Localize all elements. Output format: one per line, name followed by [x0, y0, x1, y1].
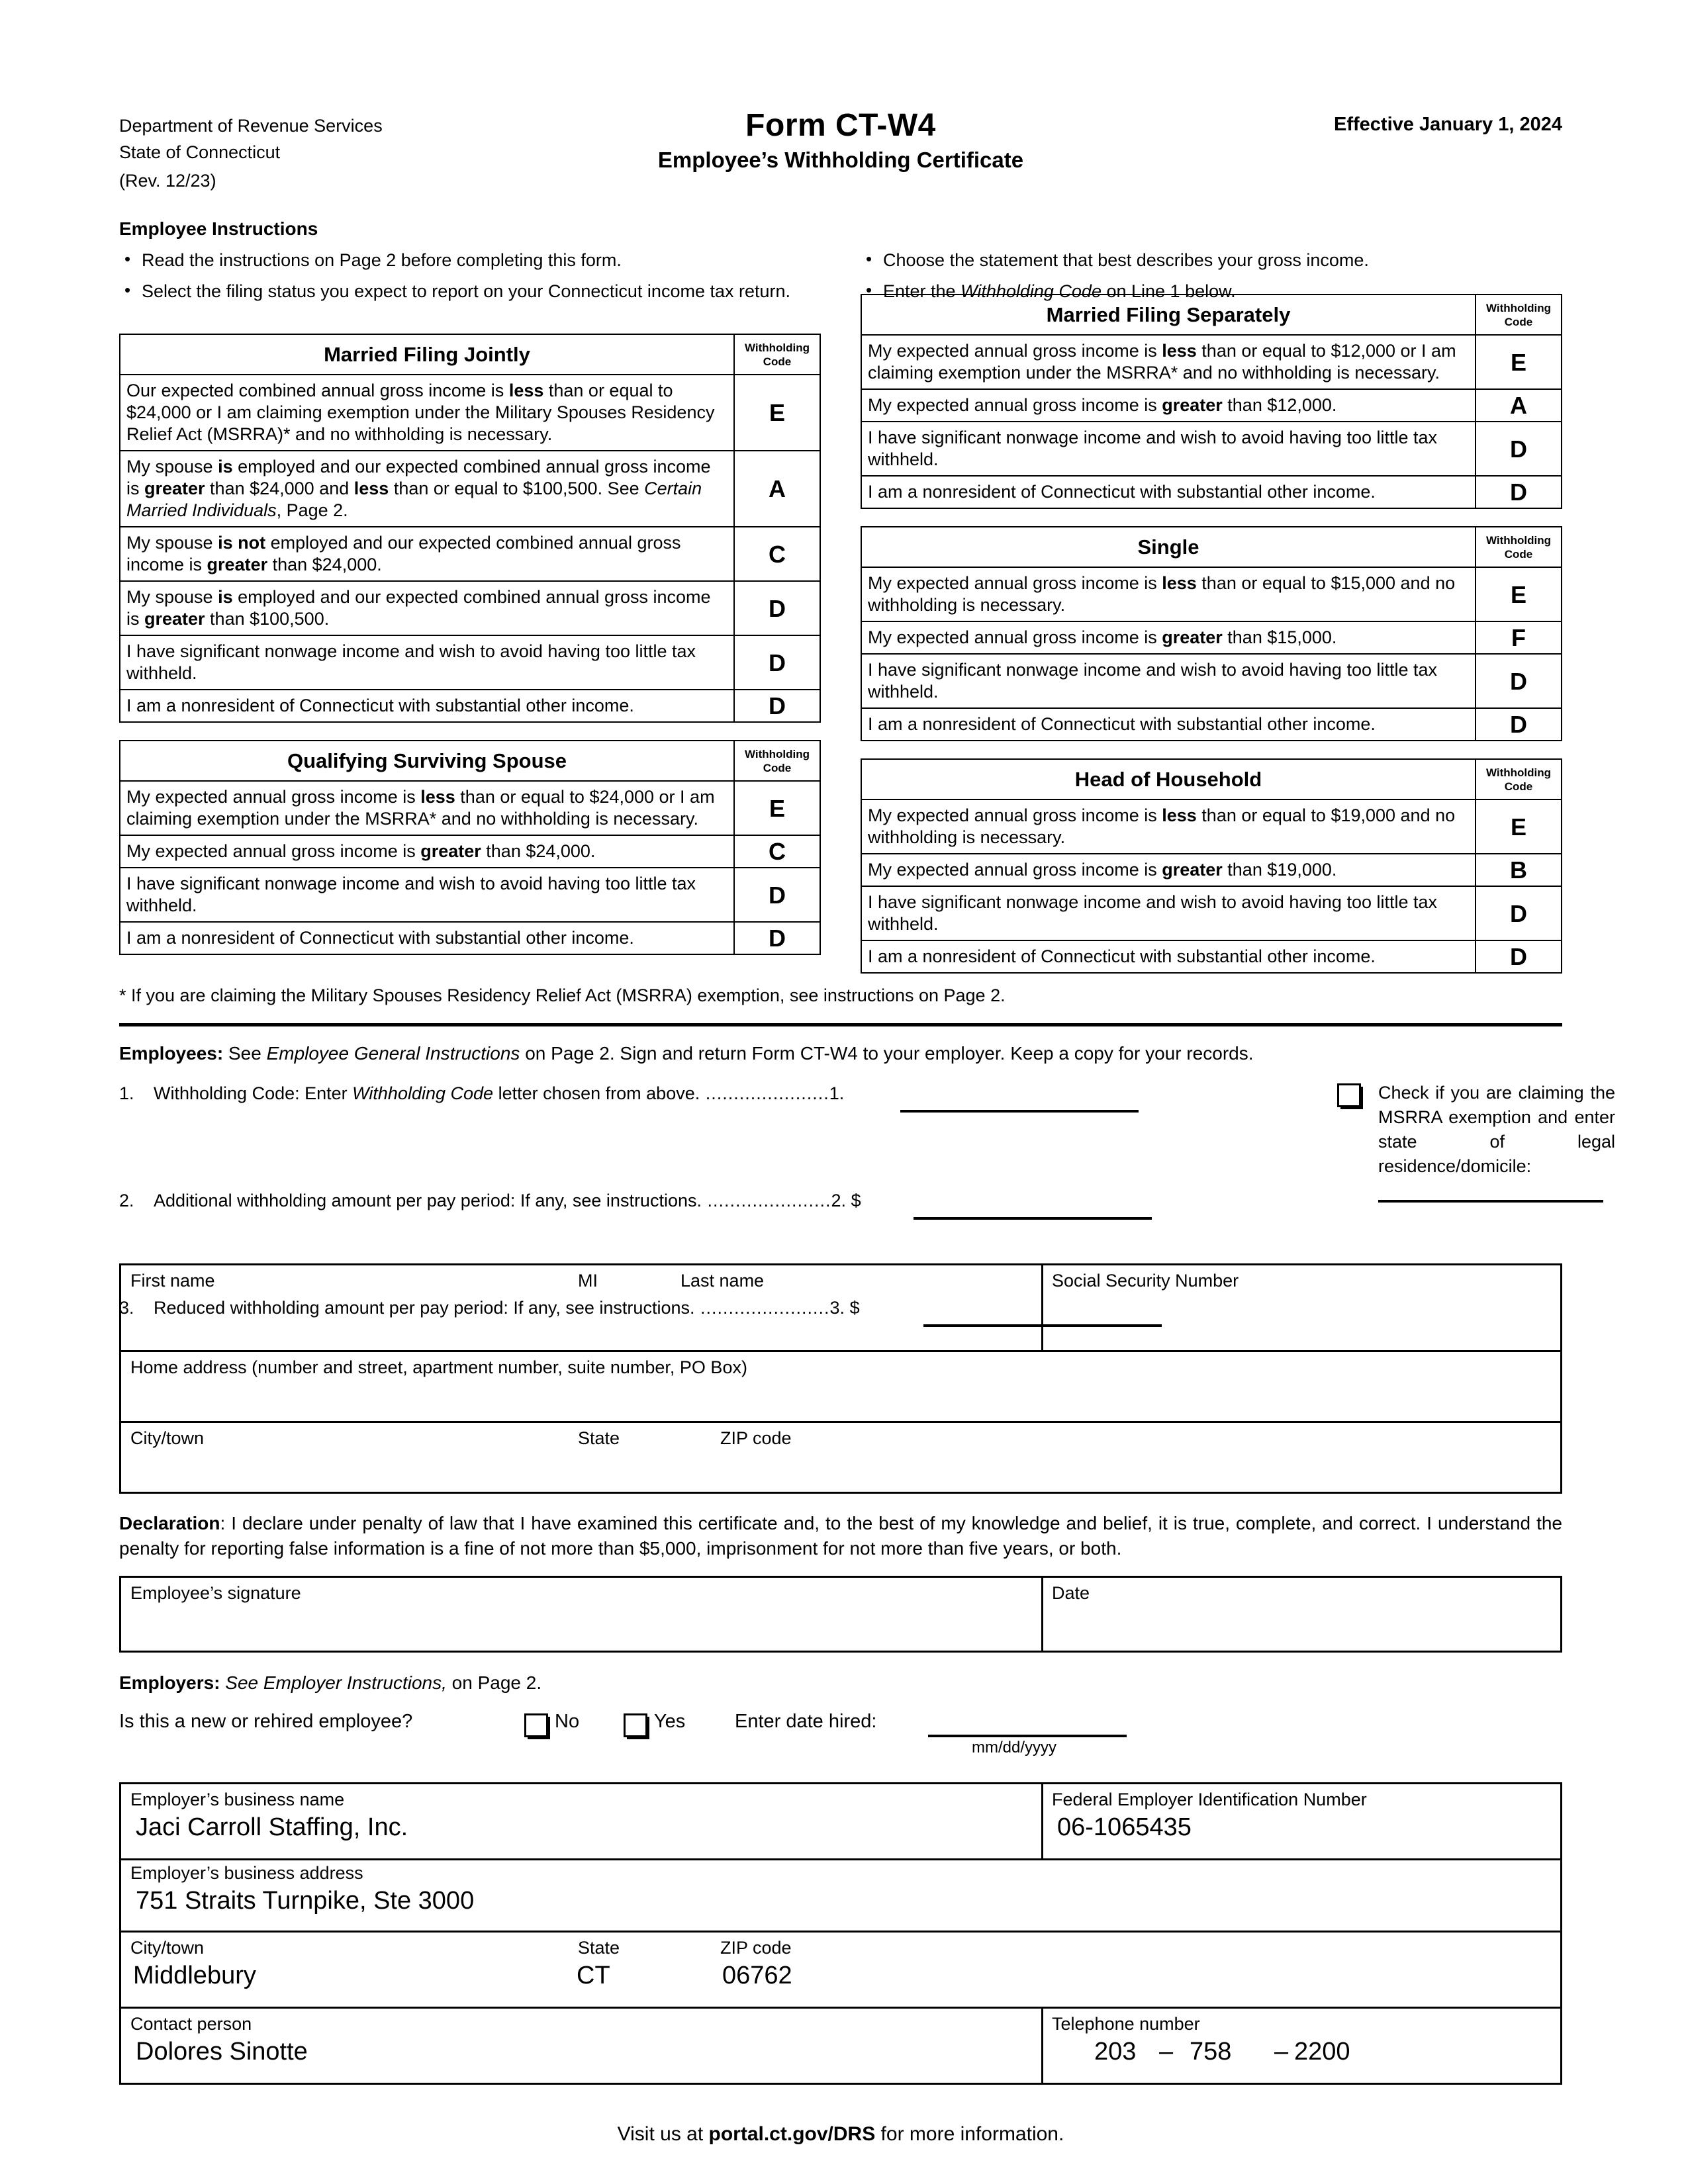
- enter-date-hired-label: Enter date hired:: [735, 1711, 877, 1732]
- row-code: E: [734, 781, 820, 835]
- employee-instructions-heading: Employee Instructions: [119, 218, 318, 239]
- no-checkbox[interactable]: [524, 1713, 548, 1737]
- withholding-code-italic: Withholding Code: [961, 281, 1102, 301]
- row-code: B: [1476, 854, 1562, 886]
- table-married-filing-jointly: [119, 334, 821, 723]
- yes-label: Yes: [654, 1711, 686, 1732]
- employer-business-address-value[interactable]: 751 Straits Turnpike, Ste 3000: [136, 1887, 475, 1915]
- row-code: A: [734, 451, 820, 527]
- contact-person-value[interactable]: Dolores Sinotte: [136, 2038, 308, 2066]
- row-code: E: [1476, 567, 1562, 621]
- table-header-row: [861, 759, 1562, 799]
- employer-info-grid: [119, 1782, 1562, 2085]
- section-divider: [119, 1023, 1562, 1026]
- telephone-prefix[interactable]: 758: [1190, 2038, 1232, 2066]
- contact-person-label: Contact person: [130, 2014, 252, 2034]
- employer-city-label: City/town: [130, 1938, 205, 1958]
- employer-business-name-label: Employer’s business name: [130, 1790, 345, 1809]
- home-address-row: [121, 1352, 1560, 1423]
- line-1-text: Withholding Code: Enter Withholding Code letter chosen from above. ......................1.: [154, 1083, 845, 1103]
- employer-city-state-zip-row: [121, 1933, 1560, 2009]
- drs-portal-link[interactable]: portal.ct.gov/DRS: [708, 2123, 876, 2145]
- bullet-item: • Choose the statement that best describes your gross income.: [861, 249, 1562, 272]
- line-2-additional-withholding: [119, 1191, 1562, 1241]
- employer-state-label: State: [578, 1938, 620, 1958]
- table-row[interactable]: [120, 451, 820, 527]
- table-row[interactable]: [861, 422, 1562, 476]
- withholding-code-header: Withholding Code: [734, 741, 820, 781]
- first-name-label: First name: [130, 1271, 215, 1291]
- bullets-left-column: [119, 249, 821, 311]
- yes-checkbox[interactable]: [624, 1713, 647, 1737]
- employee-info-grid: [119, 1263, 1562, 1494]
- table-row[interactable]: [120, 581, 820, 635]
- declaration-text: : I declare under penalty of law that I have examined this certificate and, to the best of my knowledge and belief, it is true, complete, and correct. I understand the penalty for reporting false information is a fine of not more than $5,000, imprisonment for not more than five years, or both.: [119, 1513, 1562, 1559]
- line-2-text: Additional withholding amount per pay period: If any, see instructions. ......................2. $: [154, 1191, 861, 1210]
- row-statement: I have significant nonwage income and wish to avoid having too little tax withheld.: [120, 868, 734, 922]
- declaration-label: Declaration: [119, 1513, 220, 1533]
- employer-instructions-italic: See Employer Instructions,: [220, 1672, 447, 1693]
- signature-row: [121, 1578, 1560, 1651]
- row-code: D: [1476, 886, 1562, 940]
- row-code: F: [1476, 621, 1562, 654]
- table-row[interactable]: [861, 654, 1562, 708]
- table-title: Married Filing Jointly: [120, 334, 734, 375]
- row-code: C: [734, 527, 820, 581]
- row-statement: I have significant nonwage income and wish to avoid having too little tax withheld.: [861, 654, 1476, 708]
- row-statement: My spouse is employed and our expected combined annual gross income is greater than $100,500.: [120, 581, 734, 635]
- row-statement: My expected annual gross income is less than or equal to $19,000 and no withholding is necessary.: [861, 799, 1476, 854]
- row-statement: I am a nonresident of Connecticut with substantial other income.: [120, 690, 734, 722]
- table-row[interactable]: [120, 781, 820, 835]
- new-rehire-question-row: [119, 1711, 1562, 1757]
- row-code: D: [734, 635, 820, 690]
- telephone-area-code[interactable]: 203: [1094, 2038, 1137, 2066]
- bullet-item: • Read the instructions on Page 2 before completing this form.: [119, 249, 821, 272]
- msrra-checkbox[interactable]: [1337, 1083, 1361, 1107]
- line-3-text: Reduced withholding amount per pay period: If any, see instructions. .......................3. $: [154, 1298, 860, 1318]
- row-code: D: [734, 922, 820, 954]
- form-subtitle: Employee’s Withholding Certificate: [657, 148, 1024, 172]
- table-row[interactable]: [120, 922, 820, 954]
- employees-label: Employees:: [119, 1043, 224, 1064]
- table-row[interactable]: [120, 868, 820, 922]
- telephone-label: Telephone number: [1052, 2014, 1200, 2034]
- bullet-item: • Select the filing status you expect to report on your Connecticut income tax return.: [119, 280, 821, 303]
- bullet-text-post: on Line 1 below.: [1101, 281, 1236, 301]
- employers-label: Employers:: [119, 1672, 220, 1693]
- row-statement: Our expected combined annual gross income is less than or equal to $24,000 or I am claiming exemption under the Military Spouses Residency Relief Act (MSRRA)* and no withholding is necessary.: [120, 375, 734, 451]
- table-qualifying-surviving-spouse: [119, 740, 821, 955]
- table-row[interactable]: [120, 635, 820, 690]
- employers-post: on Page 2.: [446, 1672, 542, 1693]
- withholding-code-header: Withholding Code: [1476, 527, 1562, 567]
- table-row[interactable]: [861, 708, 1562, 741]
- tables-left-column: [119, 334, 821, 955]
- row-code: A: [1476, 389, 1562, 422]
- table-married-filing-separately: [861, 294, 1562, 509]
- line-2-input[interactable]: [914, 1217, 1152, 1220]
- department-line: Department of Revenue Services: [119, 116, 383, 136]
- table-header-row: [120, 334, 820, 375]
- fein-label: Federal Employer Identification Number: [1052, 1790, 1367, 1809]
- employees-pre: See: [223, 1043, 267, 1064]
- date-hired-input[interactable]: [928, 1735, 1127, 1737]
- table-header-row: [861, 527, 1562, 567]
- row-statement: My expected annual gross income is less than or equal to $15,000 and no withholding is necessary.: [861, 567, 1476, 621]
- home-address-label: Home address (number and street, apartment number, suite number, PO Box): [130, 1357, 747, 1377]
- date-label: Date: [1052, 1583, 1090, 1603]
- no-label: No: [555, 1711, 580, 1732]
- row-code: D: [1476, 422, 1562, 476]
- row-code: D: [1476, 940, 1562, 973]
- telephone-line-number[interactable]: 2200: [1294, 2038, 1350, 2066]
- employer-business-name-value[interactable]: Jaci Carroll Staffing, Inc.: [136, 1813, 408, 1841]
- row-statement: My expected annual gross income is greater than $15,000.: [861, 621, 1476, 654]
- employer-name-row: [121, 1784, 1560, 1860]
- table-row[interactable]: [120, 375, 820, 451]
- footer-note: Visit us at portal.ct.gov/DRS for more information.: [617, 2123, 1064, 2145]
- form-header: [119, 108, 1562, 199]
- telephone-dash: –: [1274, 2038, 1289, 2066]
- table-row[interactable]: [861, 567, 1562, 621]
- table-row[interactable]: [120, 835, 820, 868]
- table-title: Married Filing Separately: [861, 295, 1476, 335]
- employees-instructions: [119, 1041, 1562, 1066]
- row-code: E: [734, 375, 820, 451]
- table-row[interactable]: [861, 621, 1562, 654]
- state-line: State of Connecticut: [119, 142, 281, 162]
- row-code: D: [1476, 654, 1562, 708]
- employer-business-address-label: Employer’s business address: [130, 1863, 363, 1883]
- table-row[interactable]: [861, 389, 1562, 422]
- table-row[interactable]: [861, 799, 1562, 854]
- telephone-dash: –: [1159, 2038, 1174, 2066]
- city-state-zip-row: [121, 1423, 1560, 1492]
- dollar-sign: $: [849, 1298, 860, 1318]
- row-statement: I have significant nonwage income and wish to avoid having too little tax withheld.: [861, 886, 1476, 940]
- row-statement: I am a nonresident of Connecticut with substantial other income.: [861, 708, 1476, 741]
- state-label: State: [578, 1428, 620, 1448]
- table-title: Single: [861, 527, 1476, 567]
- row-code: D: [734, 581, 820, 635]
- date-format-hint: mm/dd/yyyy: [972, 1739, 1057, 1756]
- table-header-row: [120, 741, 820, 781]
- table-row[interactable]: [120, 527, 820, 581]
- employers-instructions: [119, 1672, 1562, 1694]
- mi-label: MI: [578, 1271, 598, 1291]
- msrra-footnote: * If you are claiming the Military Spouses Residency Relief Act (MSRRA) exemption, see instructions on Page 2.: [119, 985, 1006, 1005]
- zip-code-label: ZIP code: [720, 1428, 792, 1448]
- row-statement: I have significant nonwage income and wish to avoid having too little tax withheld.: [120, 635, 734, 690]
- employer-zip-label: ZIP code: [720, 1938, 792, 1958]
- msrra-exemption-block: [1337, 1083, 1615, 1176]
- row-code: E: [1476, 335, 1562, 389]
- row-statement: My expected annual gross income is greater than $24,000.: [120, 835, 734, 868]
- employer-contact-row: [121, 2009, 1560, 2083]
- msrra-checkbox-label: Check if you are claiming the MSRRA exemption and enter state of legal residence/domicile:: [1378, 1083, 1615, 1176]
- revision-label: (Rev. 12/23): [119, 171, 216, 191]
- row-statement: I am a nonresident of Connecticut with substantial other income.: [861, 476, 1476, 508]
- withholding-code-header: Withholding Code: [1476, 759, 1562, 799]
- row-code: D: [1476, 476, 1562, 508]
- employees-post: on Page 2. Sign and return Form CT-W4 to your employer. Keep a copy for your records.: [520, 1043, 1254, 1064]
- signature-grid: [119, 1576, 1562, 1653]
- new-rehire-question: Is this a new or rehired employee?: [119, 1711, 413, 1732]
- fein-value[interactable]: 06-1065435: [1057, 1813, 1192, 1841]
- effective-date: Effective January 1, 2024: [1334, 114, 1562, 135]
- dollar-sign: $: [851, 1191, 861, 1210]
- msrra-state-input[interactable]: [1378, 1200, 1603, 1203]
- row-statement: I am a nonresident of Connecticut with substantial other income.: [120, 922, 734, 954]
- declaration-paragraph: [119, 1511, 1562, 1561]
- line-number: 2.: [119, 1191, 134, 1210]
- bullet-text-pre: Enter the: [883, 281, 961, 301]
- table-row[interactable]: [861, 940, 1562, 973]
- ssn-label: Social Security Number: [1052, 1271, 1239, 1291]
- employer-city-value[interactable]: Middlebury: [133, 1962, 256, 1989]
- table-row[interactable]: [861, 886, 1562, 940]
- table-title: Qualifying Surviving Spouse: [120, 741, 734, 781]
- withholding-code-header: Withholding Code: [734, 334, 820, 375]
- row-statement: My spouse is not employed and our expected combined annual gross income is greater than $24,000.: [120, 527, 734, 581]
- employer-zip-value[interactable]: 06762: [722, 1962, 792, 1989]
- withholding-code-header: Withholding Code: [1476, 295, 1562, 335]
- employer-state-value[interactable]: CT: [577, 1962, 610, 1989]
- last-name-label: Last name: [680, 1271, 765, 1291]
- tables-right-column: [861, 294, 1562, 974]
- table-row[interactable]: [861, 854, 1562, 886]
- line-1-input[interactable]: [900, 1110, 1139, 1113]
- row-statement: My spouse is employed and our expected combined annual gross income is greater than $24,000 and less than or equal to $100,500. See Certain Married Individuals, Page 2.: [120, 451, 734, 527]
- row-code: C: [734, 835, 820, 868]
- row-code: D: [734, 868, 820, 922]
- table-single: [861, 526, 1562, 741]
- city-town-label: City/town: [130, 1428, 205, 1448]
- line-number: 1.: [119, 1083, 134, 1103]
- table-title: Head of Household: [861, 759, 1476, 799]
- form-title: Form CT-W4: [745, 108, 936, 143]
- table-row[interactable]: [861, 476, 1562, 508]
- row-statement: My expected annual gross income is greater than $19,000.: [861, 854, 1476, 886]
- row-statement: My expected annual gross income is less than or equal to $24,000 or I am claiming exemption under the MSRRA* and no withholding is necessary.: [120, 781, 734, 835]
- table-row[interactable]: [120, 690, 820, 722]
- row-code: D: [1476, 708, 1562, 741]
- row-code: E: [1476, 799, 1562, 854]
- employer-address-row: [121, 1860, 1560, 1933]
- employee-signature-label: Employee’s signature: [130, 1583, 301, 1603]
- table-head-of-household: [861, 758, 1562, 974]
- table-header-row: [861, 295, 1562, 335]
- row-code: D: [734, 690, 820, 722]
- row-statement: I am a nonresident of Connecticut with substantial other income.: [861, 940, 1476, 973]
- row-statement: My expected annual gross income is greater than $12,000.: [861, 389, 1476, 422]
- name-row: [121, 1265, 1560, 1352]
- row-statement: I have significant nonwage income and wish to avoid having too little tax withheld.: [861, 422, 1476, 476]
- line-number: 3.: [119, 1298, 134, 1318]
- table-row[interactable]: [861, 335, 1562, 389]
- row-statement: My expected annual gross income is less than or equal to $12,000 or I am claiming exemption under the MSRRA* and no withholding is necessary.: [861, 335, 1476, 389]
- employee-general-instructions-italic: Employee General Instructions: [266, 1043, 520, 1064]
